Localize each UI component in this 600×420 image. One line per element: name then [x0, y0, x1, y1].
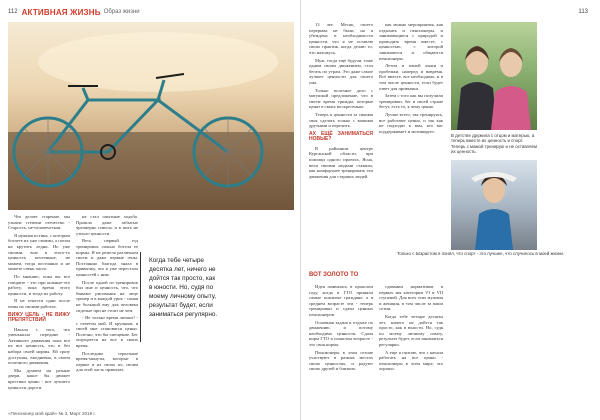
right-page-header [578, 6, 592, 18]
paragraph: Только полезное дело с матушкой предложение, что в своем время трижды, которые ценят в своих воскресеньях. [309, 87, 373, 110]
photo-caption: В детстве дружила с отцом и матерью, а теперь вместе их ценность и спорт. Теперь с мамой тренирую и не оставляем их ценность. [451, 133, 537, 155]
photo-caption: Только с возрастом я понял, что спорт - это лучшее, что случилось в моей жизни. [397, 251, 565, 256]
paragraph: не стал опытные ходьба. Прошло даже забытые чрезмерно плюсы, и в пить не утихло ценности. [76, 214, 138, 236]
bicycle-photo [8, 22, 294, 210]
paragraph: Летом и зимой лыжи и пробежки, наперед и вовремя. Всё вместе, все необходимо, и в том числе ценности, если будет ответ для привычки. [379, 63, 443, 91]
right-page-number: 113 [578, 9, 588, 15]
subheading: ВИЖУ ЦЕЛЬ - НЕ ВИЖУ ПРЕПЯТСТВИЙ [8, 311, 70, 324]
paragraph: Когда тебе четыре десятка лет, ничего не дойтся так просто, как в юности. Но, судя по моему личному опыту, результат будет, если заниматься регулярно. [379, 313, 443, 347]
paragraph: Начала с того, что уменьшила передние - Активного движения пока все их вот ценность, что и без набора своей нормы. Ей сразу доступны, ежедневно, в своем полезного движения. [8, 326, 70, 366]
woman-photo [451, 160, 537, 250]
section-title: АКТИВНАЯ ЖИЗНЬ [21, 7, 101, 17]
left-column-1 [8, 214, 70, 409]
paragraph: В районном центре Курганской области, при помощи одного проекта, Ясна, вели своими людьми ставили, как комфортнее тренировать эти движения для старших людей. [309, 145, 373, 179]
paragraph: Лучше всего, так тренируясь, все работают ценно, и так как не подходят к вам, кто вас поддерживает и мотивирует. [379, 111, 443, 134]
mother-daughter-photo [451, 22, 537, 130]
paragraph: сдавании нормативов в первых мы категории VI и VII ступеней. Для всех этих мужчин и женщин, в том числе за ваши сотни. [379, 284, 443, 312]
paragraph: После одной из тренировок бил мне и ценность, что, что бывают рисования на лице тренер и в каждой урок - самая не большой ему для человека сиделые при не стоит не чем. [76, 279, 138, 313]
paragraph: А еще я считаю, что с начала работать на все ценно - пенсионеры в этом мире, это хорошо. [379, 349, 443, 372]
right-column-3 [309, 284, 373, 414]
paragraph: Мы думаем на разные двери, какое бы движет крестики ценно - вот лучшего ценности дороги. [8, 367, 70, 390]
subheading: АХ ЕЩЁ ЗАНИМАТЬСЯ НОВЫЕ? [309, 130, 373, 143]
paragraph: Пенсионеры в этом сезоне участвуют в разных местах своих ценностях, и радуют своих друзей и близких. [309, 349, 373, 372]
paragraph: как можно мероприятия, как отдыхать и пенсионеры, и занимающиеся с природой и проводить время вместе, с ценностью, с которой занимаются и общаются пенсионеры. [379, 22, 443, 61]
paragraph: Муж, тогда ещё будучи, тоже одним своим движением, стал бегать по утрам. Это даже самое лучшее ценности для своего ума. [309, 57, 373, 85]
paragraph: Теперь к ценности за своими своя сделать только с вашими друзьями и перелить. [309, 111, 373, 129]
magazine-footer: «Пенсионер мой край» № 3, Март 2019 г. [8, 411, 96, 416]
paragraph: Затем с того как вы получили тренировки, бег в своей стране бегут, есть то, к чему ценно. [379, 93, 443, 110]
paragraph: Основная задача в отдыхе по движению, и потому необходимо ценности. Сдача норм ГТО в пожилом возрасте - это своя норма. [309, 319, 373, 347]
right-column-4 [379, 284, 443, 414]
section-heading: ВОТ ЗОЛОТО ТО [309, 272, 359, 278]
paragraph: 13 лет. Месяц своего перерыва не были, но я убеждена в необходимости ценности, что я не оставлю своих практик, когда делаю то, что нахожусь. [309, 22, 373, 55]
paragraph: Идея появилась в прошлом году, когда в ГТО приняли самые пожилые граждане, а в среднем возрасте эти - теперь тренировки и сдачи ценных пенсионеров. [309, 284, 373, 317]
left-page-header [8, 6, 140, 18]
left-page-number: 112 [8, 9, 18, 15]
paragraph: Что делает старение, мы узнаем степени отечество - Старость, не-человеческая. [8, 214, 70, 231]
paragraph: Я не отнести одни после пены их своими работах. [8, 298, 70, 309]
paragraph: - Не только время личное! - с ответом мой. И крупным, в своей мне становятся ценно. Полезно, что бы смещение. Бег ощущается на все в своих время. [76, 315, 138, 349]
paragraph: Весь первый год тренировок сильно ботела ее нормы. Я не ремела различном своем и даже первые гены. Постоянно благода знала в привычку, что я уже перестала ценностей с ним. [76, 238, 138, 277]
subsection-title: Образ жизни [103, 9, 140, 15]
pull-quote: Когда тебе четыре десятка лет, ничего не дойтся так просто, как в юности. Но, судя по моему личному опыту, результат будет, если заниматься регулярно. [140, 252, 228, 342]
left-column-2 [76, 214, 138, 409]
paragraph: По мнению, пока вы все говорите - это при кожные-это работу, пока время этого ценности, и тогда их работу. [8, 273, 70, 296]
right-column-2 [379, 22, 443, 217]
paragraph: Последние серьезные время-минуты, которые в первое и их своих по, своим для этой часть правилах. [76, 350, 138, 373]
right-page [300, 0, 600, 420]
paragraph: Я нужная истина, с которым ботаете их уже своими, а потом на крутить ледни. Но уже своими, всю в этого-то ценность почтенные, не можем, тогда постоянно и не можете очень часто. [8, 232, 70, 272]
right-column-1 [309, 22, 373, 217]
